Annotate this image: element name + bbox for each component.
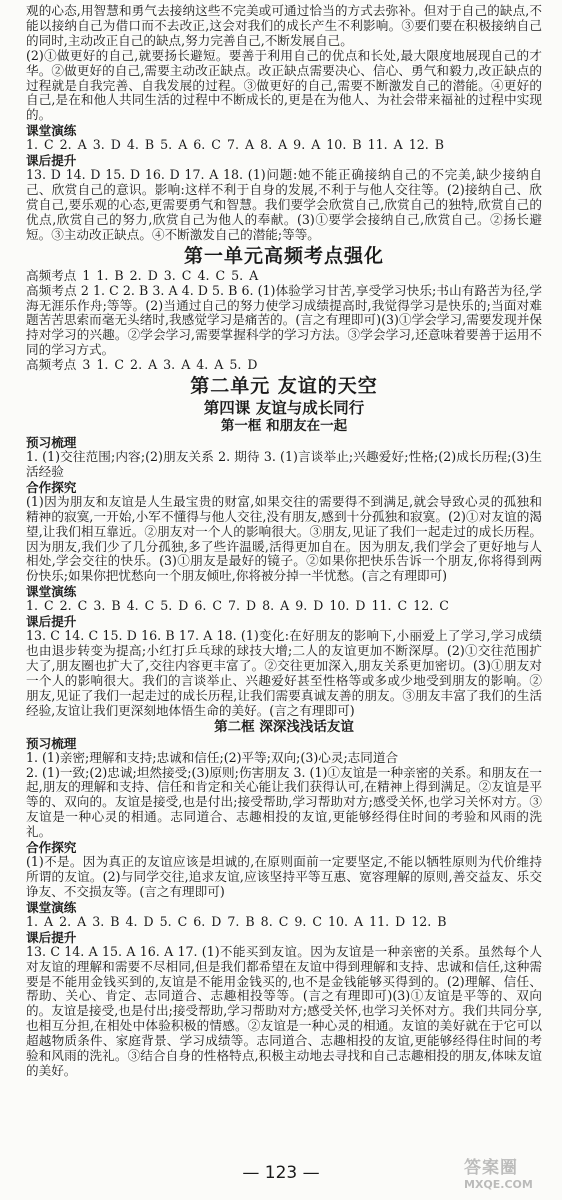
explore-answers: (1)不是。因为真正的友谊应该是坦诚的,在原则面前一定要坚定,不能以牺牲原则为代价维持所谓的友谊。(2)与同学交往,追求友谊,应该坚持平等互惠、宽容理解的原则,善交益友、乐交诤友、不交损友等。(言之有理即可) (26, 854, 542, 899)
section-heading-explore: 合作探究 (26, 479, 77, 495)
section-heading-after-class: 课后提升 (26, 929, 77, 945)
preview-answers: 1. (1)交往范围;内容;(2)朋友关系 2. 期待 3. (1)言谈举止;兴趣爱好;性格;(2)成长历程;(3)生活经验 (26, 449, 542, 479)
watermark-text: 答案圈 (464, 1158, 518, 1178)
watermark-url: MXQE.COM (464, 1178, 533, 1191)
key-point-3: 高频考点 3 1. C 2. A 3. A 4. A 5. D (26, 357, 258, 373)
section-heading-preview: 预习梳理 (26, 435, 77, 451)
answer-paragraph: 13. C 14. A 15. A 16. A 17. (1)不能买到友谊。因为友谊是一种亲密的关系。虽然每个人对友谊的理解和需要不尽相同,但是我们都希望在友谊中得到理解和支持、忠诚和信任,这种需要是不能用金钱买到的,友谊是不能用金钱买的,也不是金钱能够买得到的。(2)理解、信任、帮助、关心、肯定、志同道合、志趣相投等等。(言之有理即可)(3)①友谊是平等的、双向的。友谊是接受,也是付出;接受帮助,学习帮助对方;感受关怀,也学习关怀对方。我们共同分享,也相互分担,在相处中体验积极的情感。②友谊是一种心灵的相通。友谊的美好就在于它可以超越物质条件、家庭背景、学习成绩等。志同道合、志趣相投的友谊,更能够经得住时间的考验和风雨的洗礼。③结合自身的性格特点,积极主动地去寻找和自己志趣相投的朋友,体味友谊的美好。 (26, 943, 542, 1078)
page-number: — 123 — (242, 1163, 320, 1183)
answer-line: 1. A 2. A 3. B 4. D 5. C 6. D 7. B 8. C 9. C 10. A 11. D 12. B (26, 913, 447, 929)
section-heading-after-class: 课后提升 (26, 153, 77, 169)
section-heading-explore: 合作探究 (26, 840, 77, 856)
preview-answers: 1. (1)亲密;理解和支持;忠诚和信任;(2)平等;双向;(3)心灵;志同道合 2. (1)一致;(2)忠诚;坦然接受;(3)原则;伤害朋友 3. (1)①友谊是一种亲密的关系。和朋友在一起,朋友的理解和支持、信任和肯定和关心能让我们获得认可,在精神上得到满足。②友谊是平等的、双向的。友谊是接受,也是付出;接受帮助,学习帮助对方;感受关怀,也学习关怀对方。③友谊是一种心灵的相通。志同道合、志趣相投的友谊,更能够经得住时间的考验和风雨的洗礼。 (26, 749, 542, 840)
lesson-title: 第四课 友谊与成长同行 (203, 399, 365, 418)
answer-line: 1. C 2. A 3. D 4. B 5. A 6. C 7. A 8. A 9. A 10. B 11. A 12. B (26, 137, 445, 153)
frame-2-title: 第二框 深深浅浅话友谊 (214, 718, 354, 735)
section-heading-classroom: 课堂演练 (26, 123, 77, 139)
section-heading-classroom: 课堂演练 (26, 899, 77, 915)
unit-1-review-title: 第一单元高频考点强化 (183, 244, 384, 267)
frame-1-title: 第一框 和朋友在一起 (220, 418, 348, 435)
answer-line: 1. C 2. C 3. B 4. C 5. D 6. C 7. D 8. A 9. D 10. D 11. C 12. C (26, 598, 449, 614)
answer-paragraph: 13. D 14. D 15. D 16. D 17. A 18. (1)问题:她不能正确接纳自己的不完美,缺少接纳自己、欣赏自己的意识。影响:这样不利于自身的发展,不利于与他人交往等。(2)接纳自己、欣赏自己,要乐观的心态,更需要勇气和智慧。我们要学会欣赏自己,欣赏自己的独特,欣赏自己的优点,欣赏自己的努力,欣赏自己为他人的奉献。(3)①要学会接纳自己,欣赏自己。②扬长避短。③主动改正缺点。④不断激发自己的潜能;等等。 (26, 167, 542, 242)
intro-paragraph-1: 观的心态,用智慧和勇气去接纳这些不完美或可通过恰当的方式去弥补。但对于自己的缺点,不能以接纳自己为借口而不去改正,这会对我们的成长产生不利影响。③要们要在积极接纳自己的同时,主动改正自己的缺点,努力完善自己,不断发展自己。 (26, 3, 542, 48)
answer-paragraph: 13. C 14. C 15. D 16. B 17. A 18. (1)变化:在好朋友的影响下,小丽爱上了学习,学习成绩也由退步转变为提高;小红打乒乓球的球技大增;二人的友谊更加不断深厚。(2)①交往范围扩大了,朋友圈也扩大了,交往内容更丰富了。②交往更加深入,朋友关系更加密切。(3)①朋友对一个人的影响很大。我们的言谈举止、兴趣爱好甚至性格等或多或少地受到朋友的影响。②朋友,见证了我们一起走过的成长历程,让我们需要真诚友善的朋友。③朋友丰富了我们的生活经验,友谊让我们更深刻地体悟生命的美好。(言之有理即可) (26, 628, 542, 718)
intro-paragraph-2: (2)①做更好的自己,就要扬长避短。要善于利用自己的优点和长处,最大限度地展现自己的才华。②做更好的自己,需要主动改正缺点。改正缺点需要决心、信心、勇气和毅力,改正缺点的过程就是自我完善、自我发展的过程。③做更好的自己,需要不断激发自己的潜能。④更好的自己,是在和他人共同生活的过程中不断成长的,更是在为他人、为社会带来福祉的过程中实现的。 (26, 47, 542, 123)
section-heading-classroom: 课堂演练 (26, 584, 77, 600)
section-heading-after-class: 课后提升 (26, 614, 77, 630)
section-heading-preview: 预习梳理 (26, 735, 77, 751)
key-point-1: 高频考点 1 1. B 2. D 3. C 4. C 5. A (26, 267, 259, 283)
watermark-logo (464, 1158, 556, 1196)
unit-2-title: 第二单元 友谊的天空 (190, 375, 378, 398)
explore-answers: (1)因为朋友和友谊是人生最宝贵的财富,如果交往的需要得不到满足,就会导致心灵的孤独和精神的寂寞,一开始,小军不懂得与他人交往,没有朋友,感到十分孤独和寂寞。(2)①对友谊的渴望,让我们相互靠近。②朋友对一个人的影响很大。③朋友,见证了我们一起走过的成长历程。因为朋友,我们少了几分孤独,多了些许温暖,活得更加自在。因为朋友,我们学会了更好地与人相处,学会交往的快乐。(3)①朋友是最好的镜子。②如果你把快乐告诉一个朋友,你将得到两份快乐;如果你把忧愁向一个朋友倾吐,你将被分掉一半忧愁。(言之有理即可) (26, 493, 542, 584)
key-point-2: 高频考点 2 1. C 2. B 3. A 4. D 5. B 6. (1)体验学习甘苦,享受学习快乐;书山有路苦为径,学海无涯乐作舟;等等。(2)当通过自己的努力使学习成绩提高时,我觉得学习是快乐的;当面对难题苦苦思索而毫无头绪时,我感觉学习是痛苦的。(言之有理即可)(3)①学会学习,需要发现并保持对学习的兴趣。②学会学习,需要掌握科学的学习方法。③学会学习,还意味着要善于运用不同的学习方式。 (26, 282, 542, 358)
